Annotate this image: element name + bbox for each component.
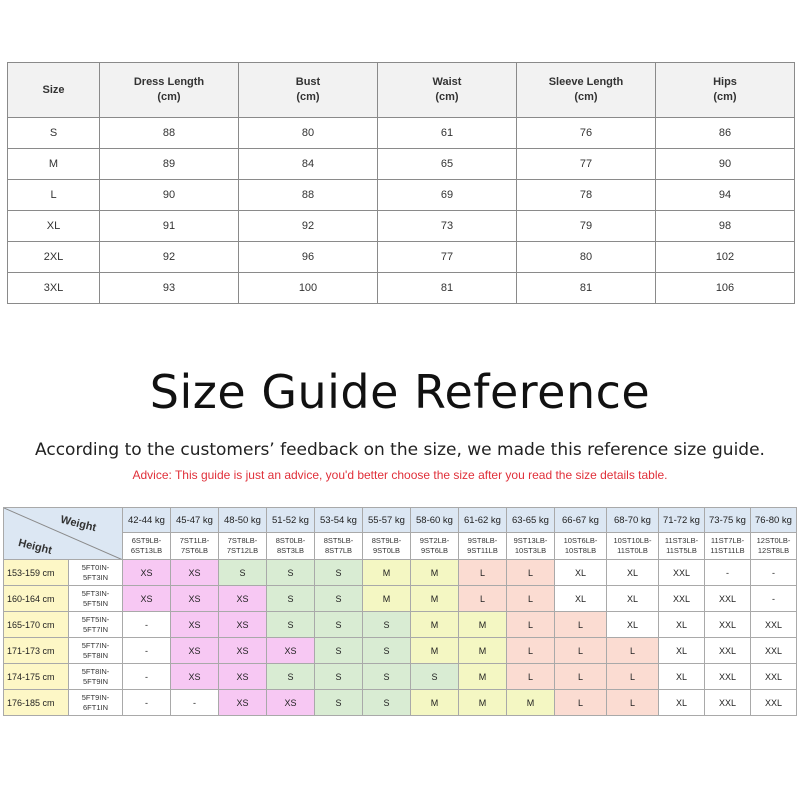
measurement-cell: 88	[100, 118, 239, 149]
recommended-size-cell: M	[411, 560, 459, 586]
measurement-cell: 86	[656, 118, 795, 149]
weight-kg-header: 55-57 kg	[363, 508, 411, 533]
weight-lb-to: 10ST8LB	[564, 546, 597, 555]
weight-lb-from: 9ST13LB-	[513, 536, 548, 545]
weight-lb-to: 10ST3LB	[514, 546, 547, 555]
weight-kg-row	[4, 508, 797, 533]
recommended-size-cell: S	[315, 612, 363, 638]
header-hips: Hips (cm)	[656, 63, 795, 118]
measurement-cell: 81	[517, 273, 656, 304]
weight-lb-header	[607, 533, 659, 560]
recommended-size-cell: XL	[659, 612, 705, 638]
measurement-cell: 76	[517, 118, 656, 149]
recommended-size-cell: S	[315, 638, 363, 664]
weight-lb-header	[555, 533, 607, 560]
size-label-cell: 3XL	[8, 273, 100, 304]
weight-kg-header: 68-70 kg	[607, 508, 659, 533]
recommended-size-cell: XS	[267, 690, 315, 716]
size-row	[8, 149, 795, 180]
recommended-size-cell: S	[267, 586, 315, 612]
recommended-size-cell: M	[459, 664, 507, 690]
recommended-size-cell: M	[411, 586, 459, 612]
weight-lb-from: 11ST7LB-	[710, 536, 745, 545]
height-ft-cell	[69, 586, 123, 612]
height-ft-from: 5FT7IN-	[81, 640, 110, 650]
recommended-size-cell: L	[507, 586, 555, 612]
recommended-size-cell: -	[751, 560, 797, 586]
recommended-size-cell: S	[315, 560, 363, 586]
measurement-cell: 77	[517, 149, 656, 180]
measurement-cell: 79	[517, 211, 656, 242]
weight-lb-to: 9ST0LB	[372, 546, 401, 555]
size-table-header-row	[8, 63, 795, 118]
recommended-size-cell: XL	[659, 664, 705, 690]
measurement-cell: 61	[378, 118, 517, 149]
recommended-size-cell: XS	[123, 586, 171, 612]
recommended-size-cell: XXL	[705, 638, 751, 664]
measurement-cell: 93	[100, 273, 239, 304]
size-label-cell: XL	[8, 211, 100, 242]
recommended-size-cell: -	[751, 586, 797, 612]
measurement-cell: 69	[378, 180, 517, 211]
measurement-cell: 91	[100, 211, 239, 242]
measurement-cell: 84	[239, 149, 378, 180]
recommended-size-cell: M	[411, 690, 459, 716]
measurement-cell: 94	[656, 180, 795, 211]
recommended-size-cell: L	[507, 612, 555, 638]
recommended-size-cell: XXL	[751, 664, 797, 690]
measurement-cell: 98	[656, 211, 795, 242]
weight-lb-from: 9ST2LB-	[419, 536, 450, 545]
size-row	[8, 242, 795, 273]
weight-lb-header	[363, 533, 411, 560]
weight-lb-header	[315, 533, 363, 560]
recommended-size-cell: M	[363, 586, 411, 612]
recommended-size-cell: S	[315, 586, 363, 612]
weight-kg-header: 48-50 kg	[219, 508, 267, 533]
height-cm-cell: 160-164 cm	[4, 586, 69, 612]
height-ft-from: 5FT0IN-	[81, 562, 110, 572]
size-label-cell: 2XL	[8, 242, 100, 273]
measurement-cell: 77	[378, 242, 517, 273]
guide-subtitle: According to the customers’ feedback on the size, we made this reference size guide.	[35, 440, 765, 460]
recommended-size-cell: XXL	[659, 560, 705, 586]
height-cm-cell: 171-173 cm	[4, 638, 69, 664]
recommended-size-cell: -	[123, 690, 171, 716]
advice-note: Advice: This guide is just an advice, you'd better choose the size after you read the size details table.	[132, 468, 668, 482]
table-corner	[4, 508, 123, 560]
height-cm-cell: 153-159 cm	[4, 560, 69, 586]
weight-kg-header: 73-75 kg	[705, 508, 751, 533]
recommended-size-cell: XL	[555, 586, 607, 612]
recommended-size-cell: L	[555, 690, 607, 716]
recommended-size-cell: S	[363, 638, 411, 664]
measurement-cell: 80	[517, 242, 656, 273]
weight-lb-header	[123, 533, 171, 560]
recommended-size-cell: -	[171, 690, 219, 716]
recommended-size-cell: -	[123, 612, 171, 638]
recommended-size-cell: M	[459, 612, 507, 638]
measurement-cell: 73	[378, 211, 517, 242]
recommended-size-cell: S	[411, 664, 459, 690]
recommended-size-cell: XS	[219, 664, 267, 690]
weight-lb-to: 9ST11LB	[467, 546, 498, 555]
recommended-size-cell: XS	[171, 638, 219, 664]
weight-lb-from: 8ST0LB-	[275, 536, 306, 545]
measurement-cell: 100	[239, 273, 378, 304]
recommended-size-cell: XS	[171, 586, 219, 612]
recommended-size-cell: M	[459, 638, 507, 664]
weight-lb-to: 8ST3LB	[276, 546, 305, 555]
recommended-size-cell: L	[459, 586, 507, 612]
recommended-size-cell: -	[705, 560, 751, 586]
height-ft-to: 5FT9IN	[82, 676, 108, 686]
header-bust: Bust (cm)	[239, 63, 378, 118]
height-ft-from: 5FT8IN-	[81, 666, 110, 676]
recommended-size-cell: L	[555, 612, 607, 638]
weight-kg-header: 58-60 kg	[411, 508, 459, 533]
height-row	[4, 690, 797, 716]
height-ft-from: 5FT9IN-	[81, 692, 110, 702]
recommended-size-cell: XS	[171, 664, 219, 690]
weight-lb-header	[659, 533, 705, 560]
weight-lb-to: 8ST7LB	[324, 546, 353, 555]
recommended-size-cell: L	[607, 690, 659, 716]
recommended-size-cell: XXL	[705, 690, 751, 716]
height-ft-to: 5FT7IN	[82, 624, 108, 634]
measurement-cell: 80	[239, 118, 378, 149]
weight-lb-header	[705, 533, 751, 560]
height-ft-cell	[69, 690, 123, 716]
weight-lb-from: 7ST8LB-	[227, 536, 258, 545]
recommended-size-cell: L	[507, 638, 555, 664]
size-row	[8, 118, 795, 149]
height-ft-cell	[69, 560, 123, 586]
weight-kg-header: 71-72 kg	[659, 508, 705, 533]
recommended-size-cell: S	[315, 690, 363, 716]
weight-lb-from: 6ST9LB-	[131, 536, 162, 545]
size-label-cell: S	[8, 118, 100, 149]
recommended-size-cell: M	[411, 612, 459, 638]
recommended-size-cell: XXL	[705, 586, 751, 612]
recommended-size-cell: XL	[607, 612, 659, 638]
weight-axis-label: Weight	[58, 513, 97, 535]
height-cm-cell: 174-175 cm	[4, 664, 69, 690]
weight-lb-to: 11ST5LB	[666, 546, 697, 555]
height-row	[4, 612, 797, 638]
height-row	[4, 586, 797, 612]
recommended-size-cell: XL	[555, 560, 607, 586]
weight-lb-from: 9ST8LB-	[467, 536, 498, 545]
recommended-size-cell: XXL	[751, 612, 797, 638]
measurement-cell: 89	[100, 149, 239, 180]
weight-kg-header: 61-62 kg	[459, 508, 507, 533]
recommended-size-cell: XS	[219, 586, 267, 612]
measurement-cell: 81	[378, 273, 517, 304]
recommended-size-cell: L	[507, 560, 555, 586]
recommended-size-cell: L	[507, 664, 555, 690]
weight-lb-from: 7ST1LB-	[179, 536, 210, 545]
weight-kg-header: 51-52 kg	[267, 508, 315, 533]
height-row	[4, 560, 797, 586]
weight-kg-header: 45-47 kg	[171, 508, 219, 533]
weight-lb-to: 11ST11LB	[710, 546, 745, 555]
recommended-size-cell: M	[411, 638, 459, 664]
weight-lb-header	[219, 533, 267, 560]
recommended-size-cell: L	[459, 560, 507, 586]
weight-lb-to: 7ST6LB	[180, 546, 209, 555]
page-title: Size Guide Reference	[149, 365, 651, 419]
recommended-size-cell: XS	[123, 560, 171, 586]
weight-lb-to: 11ST0LB	[617, 546, 648, 555]
weight-kg-header: 42-44 kg	[123, 508, 171, 533]
weight-lb-to: 6ST13LB	[130, 546, 163, 555]
recommended-size-cell: M	[459, 690, 507, 716]
recommended-size-cell: XS	[171, 560, 219, 586]
measurement-cell: 90	[100, 180, 239, 211]
recommended-size-cell: XXL	[659, 586, 705, 612]
recommended-size-cell: S	[363, 690, 411, 716]
header-sleeve-length: Sleeve Length (cm)	[517, 63, 656, 118]
recommended-size-cell: XS	[219, 690, 267, 716]
weight-lb-to: 9ST6LB	[420, 546, 449, 555]
height-ft-cell	[69, 612, 123, 638]
weight-lb-header	[507, 533, 555, 560]
weight-lb-header	[171, 533, 219, 560]
recommended-size-cell: XXL	[751, 690, 797, 716]
recommended-size-cell: S	[219, 560, 267, 586]
weight-lb-header	[751, 533, 797, 560]
size-label-cell: L	[8, 180, 100, 211]
weight-lb-from: 11ST3LB-	[664, 536, 699, 545]
recommended-size-cell: XL	[607, 586, 659, 612]
height-cm-cell: 165-170 cm	[4, 612, 69, 638]
height-ft-to: 5FT3IN	[82, 572, 108, 582]
weight-lb-header	[411, 533, 459, 560]
height-cm-cell: 176-185 cm	[4, 690, 69, 716]
header-waist: Waist (cm)	[378, 63, 517, 118]
recommended-size-cell: S	[267, 612, 315, 638]
weight-lb-from: 8ST5LB-	[323, 536, 354, 545]
size-row	[8, 273, 795, 304]
weight-lb-from: 10ST6LB-	[563, 536, 598, 545]
weight-kg-header: 53-54 kg	[315, 508, 363, 533]
recommended-size-cell: XL	[659, 638, 705, 664]
recommended-size-cell: L	[607, 664, 659, 690]
recommended-size-cell: XS	[219, 638, 267, 664]
measurement-cell: 106	[656, 273, 795, 304]
recommended-size-cell: L	[555, 638, 607, 664]
recommended-size-cell: M	[363, 560, 411, 586]
measurement-cell: 88	[239, 180, 378, 211]
height-ft-to: 6FT1IN	[82, 702, 108, 712]
header-size: Size	[8, 63, 100, 118]
recommended-size-cell: -	[123, 638, 171, 664]
height-row	[4, 664, 797, 690]
size-details-table	[7, 62, 795, 304]
recommended-size-cell: S	[267, 560, 315, 586]
weight-kg-header: 66-67 kg	[555, 508, 607, 533]
recommended-size-cell: XL	[607, 560, 659, 586]
height-ft-from: 5FT3IN-	[81, 588, 110, 598]
weight-kg-header: 76-80 kg	[751, 508, 797, 533]
size-row	[8, 211, 795, 242]
measurement-cell: 92	[239, 211, 378, 242]
weight-lb-to: 7ST12LB	[226, 546, 259, 555]
recommended-size-cell: XS	[171, 612, 219, 638]
recommended-size-cell: XXL	[751, 638, 797, 664]
weight-kg-header: 63-65 kg	[507, 508, 555, 533]
measurement-cell: 78	[517, 180, 656, 211]
size-guide-table	[3, 507, 797, 716]
recommended-size-cell: S	[363, 664, 411, 690]
measurement-cell: 92	[100, 242, 239, 273]
recommended-size-cell: S	[315, 664, 363, 690]
weight-lb-from: 12ST0LB-	[756, 536, 791, 545]
header-dress-length: Dress Length (cm)	[100, 63, 239, 118]
measurement-cell: 102	[656, 242, 795, 273]
recommended-size-cell: XXL	[705, 612, 751, 638]
height-ft-to: 5FT8IN	[82, 650, 108, 660]
weight-lb-from: 10ST10LB-	[613, 536, 652, 545]
height-axis-label: Height	[17, 537, 54, 557]
recommended-size-cell: -	[123, 664, 171, 690]
measurement-cell: 96	[239, 242, 378, 273]
recommended-size-cell: M	[507, 690, 555, 716]
recommended-size-cell: L	[555, 664, 607, 690]
weight-lb-from: 8ST9LB-	[371, 536, 402, 545]
height-ft-cell	[69, 638, 123, 664]
recommended-size-cell: L	[607, 638, 659, 664]
size-label-cell: M	[8, 149, 100, 180]
recommended-size-cell: S	[267, 664, 315, 690]
height-row	[4, 638, 797, 664]
recommended-size-cell: XS	[219, 612, 267, 638]
height-ft-from: 5FT5IN-	[81, 614, 110, 624]
recommended-size-cell: XXL	[705, 664, 751, 690]
weight-lb-header	[267, 533, 315, 560]
weight-lb-header	[459, 533, 507, 560]
size-row	[8, 180, 795, 211]
recommended-size-cell: S	[363, 612, 411, 638]
weight-lb-to: 12ST8LB	[757, 546, 790, 555]
measurement-cell: 65	[378, 149, 517, 180]
height-ft-cell	[69, 664, 123, 690]
recommended-size-cell: XL	[659, 690, 705, 716]
measurement-cell: 90	[656, 149, 795, 180]
height-ft-to: 5FT5IN	[82, 598, 108, 608]
recommended-size-cell: XS	[267, 638, 315, 664]
